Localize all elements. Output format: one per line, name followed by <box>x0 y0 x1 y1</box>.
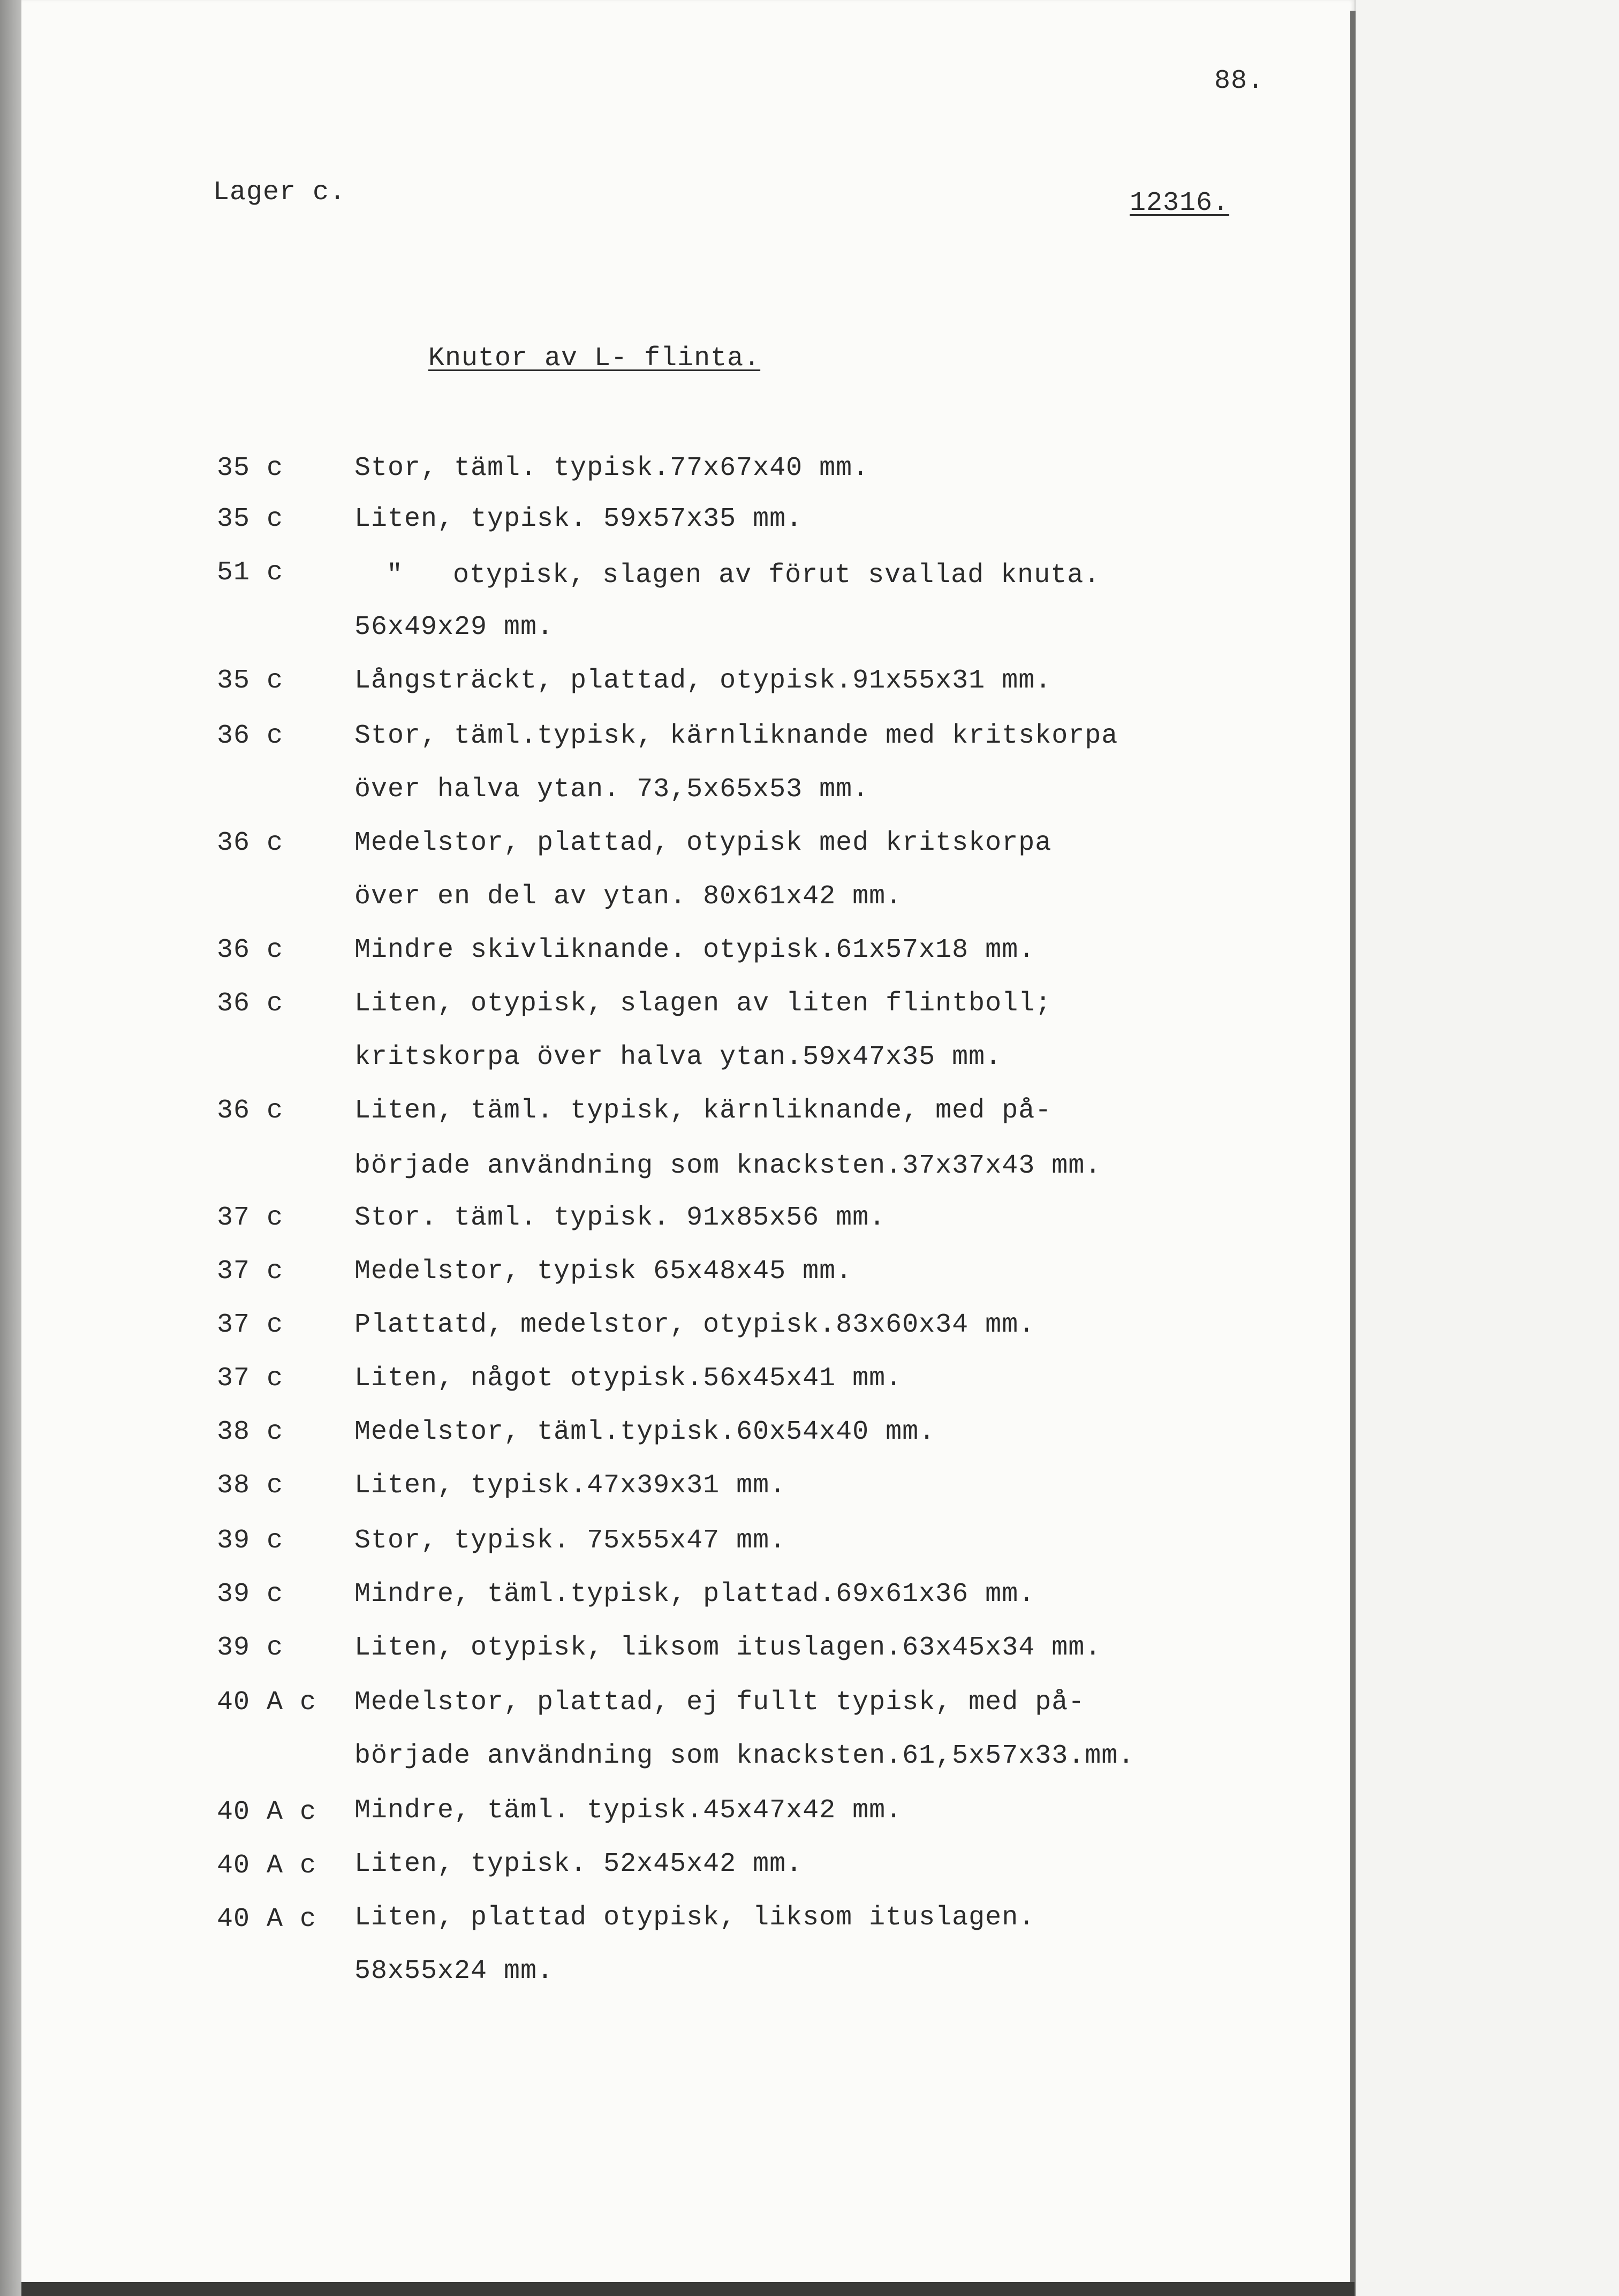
entry-line: kritskorpa över halva ytan.59x47x35 mm. <box>354 1042 1002 1073</box>
entry-line: Liten, otypisk, slagen av liten flintboll; <box>354 988 1052 1019</box>
entry-line: Liten, något otypisk.56x45x41 mm. <box>354 1363 903 1394</box>
entry-layer: 36 c <box>217 828 284 858</box>
entry-line: Liten, otypisk, liksom ituslagen.63x45x34 mm. <box>354 1633 1102 1663</box>
entry-line: Stor, täml.typisk, kärnliknande med kritskorpa <box>354 721 1118 751</box>
entry-layer: 36 c <box>217 1096 284 1126</box>
entry-line: började användning som knacksten.37x37x43 mm. <box>354 1151 1102 1181</box>
entry-line: Liten, typisk. 52x45x42 mm. <box>354 1849 803 1879</box>
entry-layer: 36 c <box>217 988 284 1019</box>
entry-line: Liten, typisk. 59x57x35 mm. <box>354 504 803 534</box>
entry-line: över halva ytan. 73,5x65x53 mm. <box>354 774 869 805</box>
page-bottom-edge <box>21 2282 1355 2296</box>
entry-line: Medelstor, typisk 65x48x45 mm. <box>354 1256 853 1287</box>
entry-line: över en del av ytan. 80x61x42 mm. <box>354 881 903 912</box>
scan-background <box>1356 0 1619 2296</box>
entry-line: Medelstor, plattad, ej fullt typisk, med på- <box>354 1687 1085 1718</box>
page-edge <box>1350 11 1356 2296</box>
entry-line: 56x49x29 mm. <box>354 612 554 643</box>
entry-line: Plattatd, medelstor, otypisk.83x60x34 mm. <box>354 1310 1035 1340</box>
entry-layer: 37 c <box>217 1363 284 1394</box>
entry-layer: 37 c <box>217 1203 284 1233</box>
catalog-number: 12316. <box>1130 188 1230 218</box>
entry-layer: 35 c <box>217 453 284 484</box>
entry-line: 58x55x24 mm. <box>354 1956 554 1987</box>
entry-line: Medelstor, plattad, otypisk med kritskorpa <box>354 828 1052 858</box>
entry-line: började användning som knacksten.61,5x57x33.mm. <box>354 1741 1135 1771</box>
entry-line: Mindre, täml.typisk, plattad.69x61x36 mm. <box>354 1579 1035 1610</box>
entry-layer: 38 c <box>217 1417 284 1447</box>
entry-line: Medelstor, täml.typisk.60x54x40 mm. <box>354 1417 936 1447</box>
entry-line: Liten, typisk.47x39x31 mm. <box>354 1470 786 1501</box>
entry-line: Mindre skivliknande. otypisk.61x57x18 mm. <box>354 935 1035 965</box>
document-title: Knutor av L- flinta. <box>428 343 761 374</box>
entry-layer: 37 c <box>217 1256 284 1287</box>
entry-layer: 39 c <box>217 1633 284 1663</box>
entry-line: Långsträckt, plattad, otypisk.91x55x31 mm. <box>354 666 1052 696</box>
entry-line: Stor, täml. typisk.77x67x40 mm. <box>354 453 869 484</box>
entry-line: " otypisk, slagen av förut svallad knuta. <box>387 560 1101 591</box>
entry-layer: 36 c <box>217 935 284 965</box>
entry-line: Stor, typisk. 75x55x47 mm. <box>354 1525 786 1556</box>
entry-layer: 35 c <box>217 504 284 534</box>
entry-layer: 40 A c <box>217 1904 317 1935</box>
entry-layer: 40 A c <box>217 1797 317 1827</box>
entry-line: Liten, plattad otypisk, liksom ituslagen. <box>354 1902 1035 1933</box>
page-number: 88. <box>1214 66 1265 96</box>
layer-header: Lager c. <box>213 177 346 208</box>
entry-layer: 51 c <box>217 557 284 588</box>
entry-layer: 39 c <box>217 1525 284 1556</box>
entry-line: Liten, täml. typisk, kärnliknande, med på- <box>354 1096 1052 1126</box>
entry-layer: 37 c <box>217 1310 284 1340</box>
entry-layer: 36 c <box>217 721 284 751</box>
entry-line: Mindre, täml. typisk.45x47x42 mm. <box>354 1795 903 1826</box>
entry-layer: 35 c <box>217 666 284 696</box>
entry-line: Stor. täml. typisk. 91x85x56 mm. <box>354 1203 886 1233</box>
entry-layer: 40 A c <box>217 1851 317 1881</box>
entry-layer: 40 A c <box>217 1687 317 1718</box>
entry-layer: 39 c <box>217 1579 284 1610</box>
entry-layer: 38 c <box>217 1470 284 1501</box>
